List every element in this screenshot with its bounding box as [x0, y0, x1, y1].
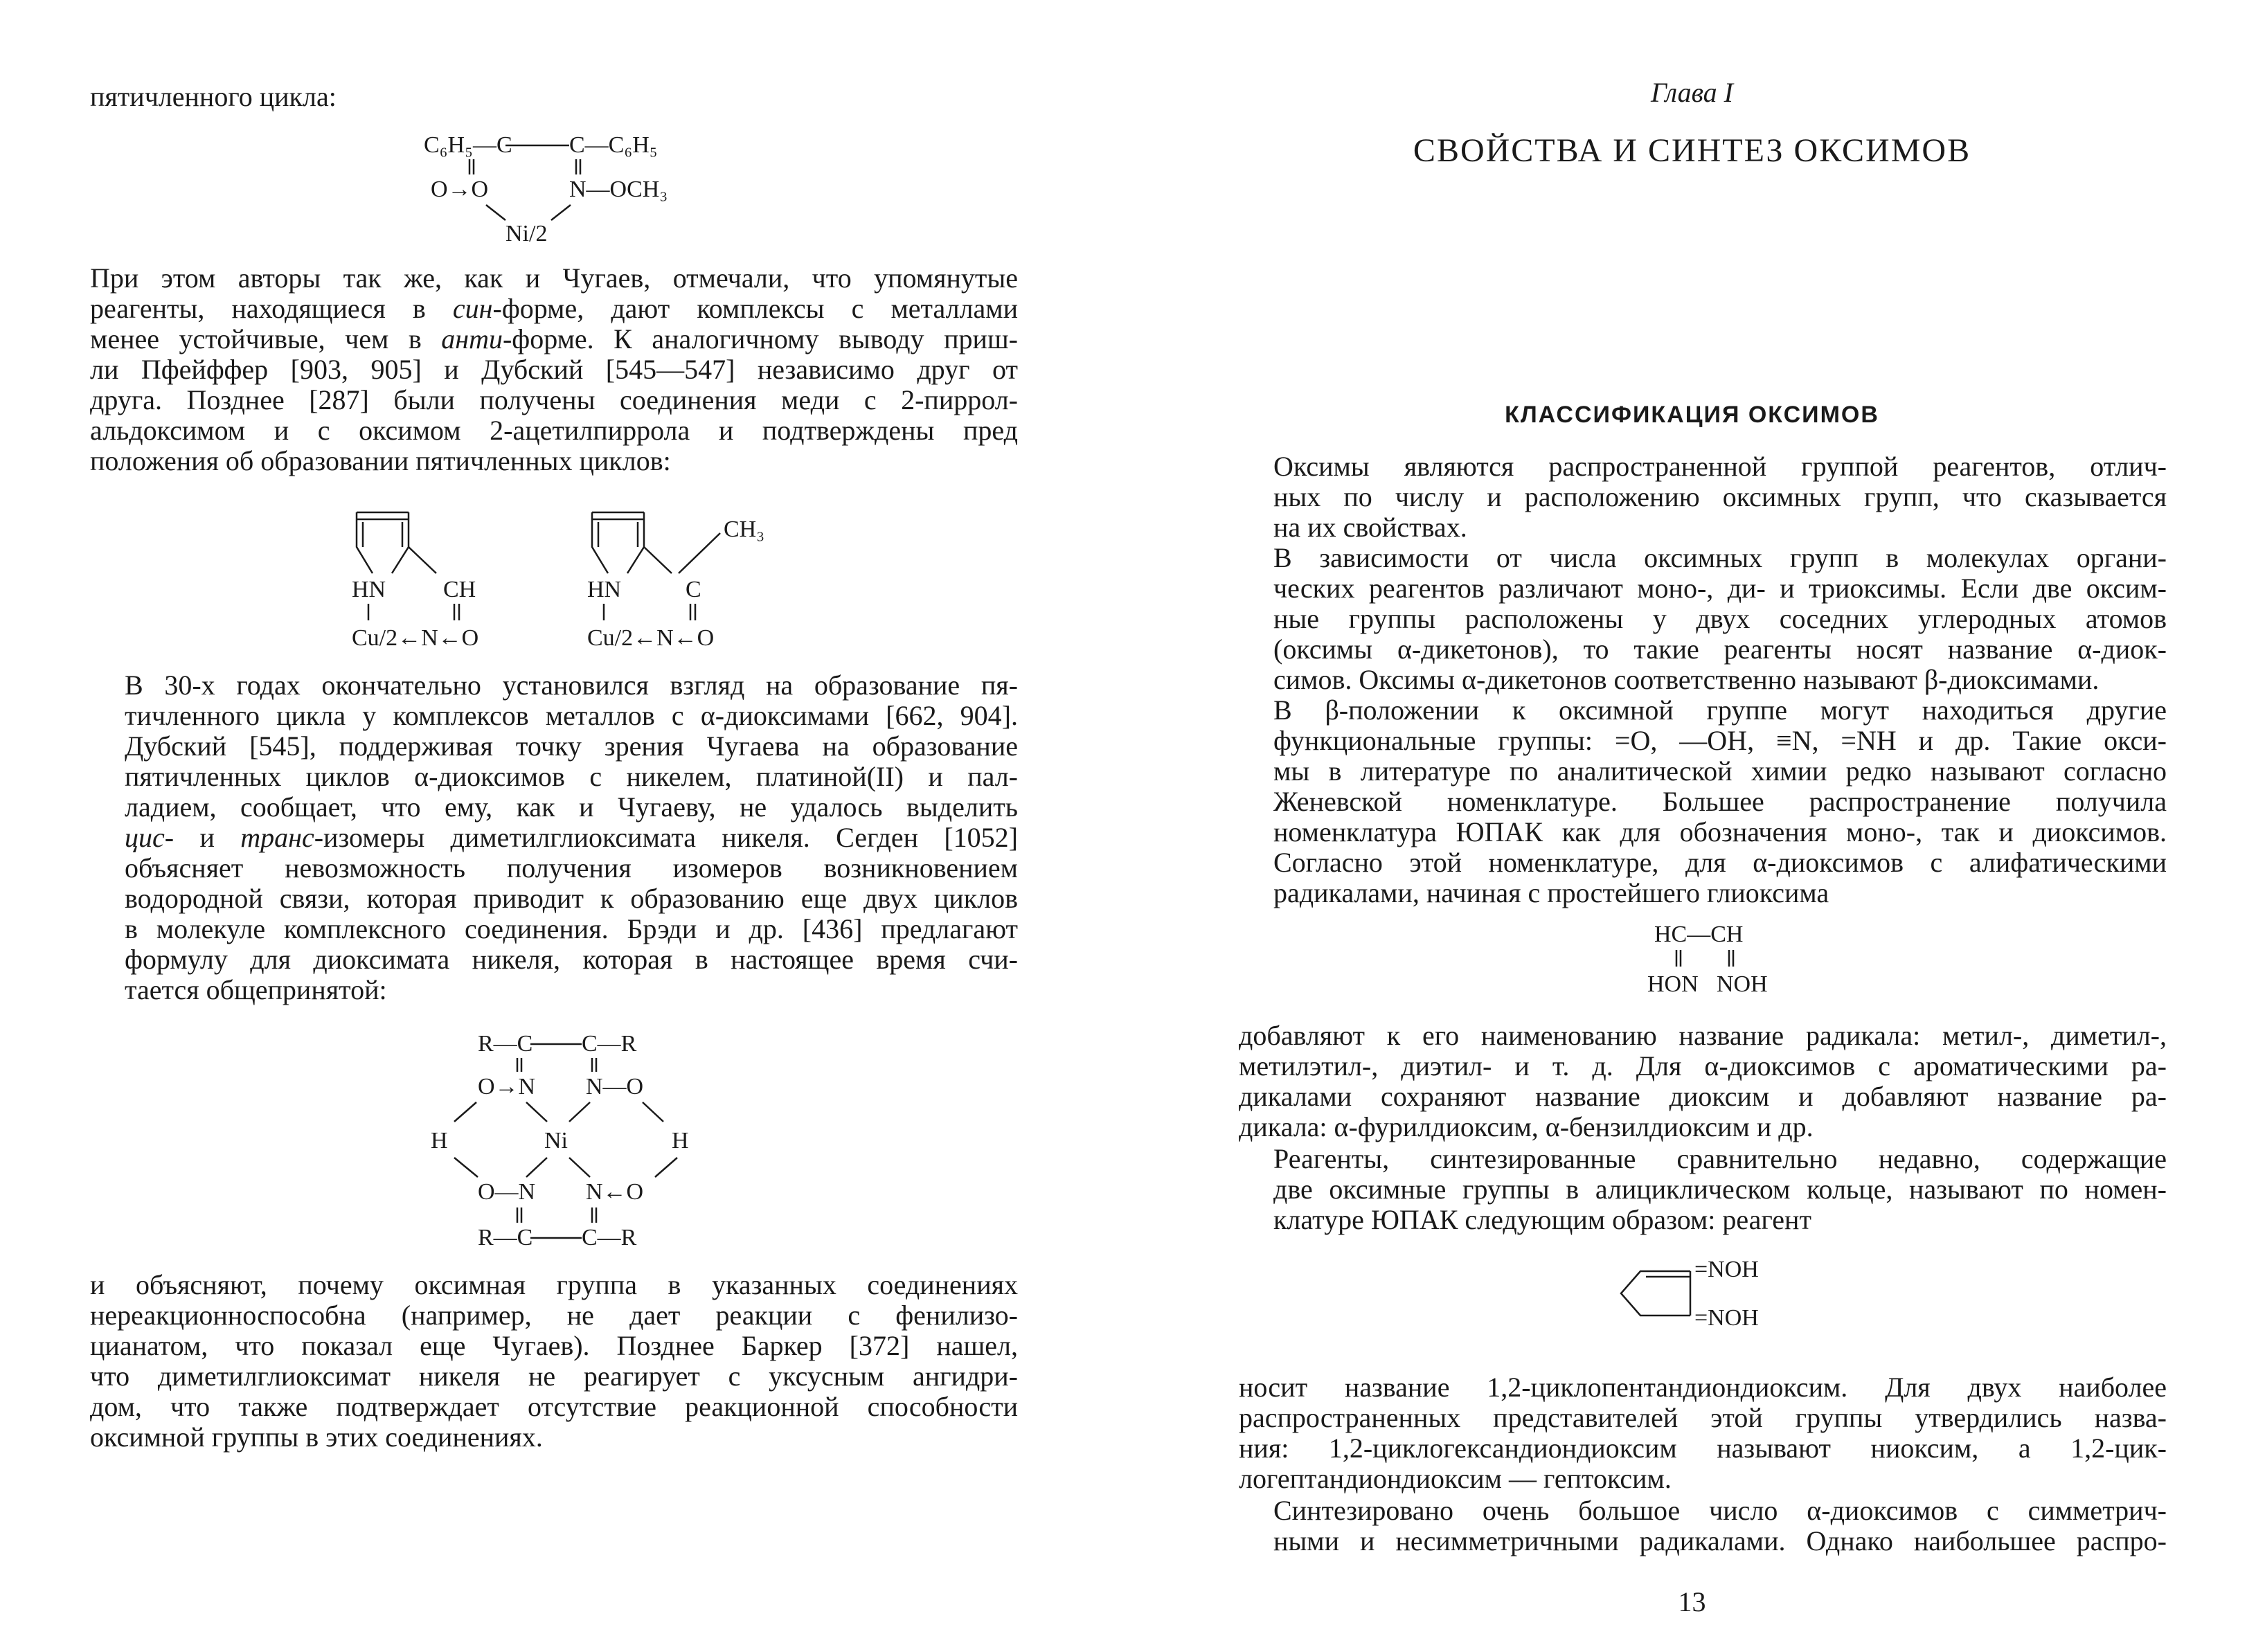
text-line: тичленного цикла у комплексов металлов с α-диоксимами [662, 904]. — [125, 700, 1018, 731]
text-line: функциональные группы: =O, —OH, ≡N, =NH и др. Такие окси- — [1273, 725, 2167, 756]
formula-text: O→N — [478, 1074, 536, 1099]
left-paragraph-0 — [90, 82, 1018, 112]
formula-bond — [454, 1158, 478, 1177]
text-line — [90, 324, 1018, 354]
formula-bond — [454, 1102, 476, 1122]
text-line: оксимной группы в этих соединениях. — [90, 1421, 543, 1453]
formula-five-membered-ring — [415, 125, 720, 256]
formula-text: N—OCH₃ — [569, 177, 668, 202]
text-line: в молекуле комплексного соединения. Брэди и др. [436] предлагают — [125, 913, 1018, 944]
text-line: ные группы расположены у двух соседних углеродных атомов — [1273, 603, 2167, 634]
formula-bond — [569, 1102, 590, 1122]
text-line: носит название 1,2-циклопентандиондиоксим. Для двух наиболее — [1239, 1372, 2167, 1403]
right-paragraph-5 — [1239, 1144, 2167, 1235]
text-line: Реагенты, синтезированные сравнительно недавно, содержащие — [1273, 1143, 2167, 1174]
text-line: логептандиондиоксим — гептоксим. — [1239, 1463, 1672, 1494]
left-paragraph-1 — [90, 263, 1018, 476]
text-line: ния: 1,2-циклогександиондиоксим называют ниоксим, а 1,2-цик- — [1239, 1433, 2167, 1464]
text-line: мы в литературе по аналитической химии редко называют согласно — [1273, 755, 2167, 787]
text-line: ладием, сообщает, что ему, как и Чугаеву, не удалось выделить — [125, 791, 1018, 823]
formula-text: H — [672, 1128, 689, 1153]
formula-text: O→O — [431, 177, 489, 202]
formula-text: =NOH — [1694, 1257, 1759, 1282]
text-line: ческих реагентов различают моно-, ди- и триоксимы. Если две оксим- — [1273, 573, 2167, 604]
text-line: положения об образовании пятичленных циклов: — [90, 445, 671, 476]
text-line: на их свойствах. — [1273, 512, 1467, 543]
formula-glyoxime — [1640, 914, 1807, 1011]
formula-text: H — [431, 1128, 448, 1153]
formula-text: CH₃ — [724, 517, 765, 542]
chapter-label: Глава I — [1651, 77, 1733, 108]
left-paragraph-3 — [90, 1270, 1018, 1453]
formula-text: HN — [587, 577, 622, 602]
formula-bond — [655, 1158, 677, 1177]
text-run: -изомеры диметилглиоксимата никеля. Сегден [1052] — [314, 822, 1018, 853]
text-line: ных по числу и расположению оксимных групп, что сказывается — [1273, 481, 2167, 512]
text-line: Оксимы являются распространенной группой реагентов, отлич- — [1273, 451, 2167, 482]
formula-text: =NOH — [1694, 1305, 1759, 1331]
text-run: транс — [240, 822, 314, 853]
right-paragraph-1 — [1239, 451, 2167, 543]
text-line — [90, 294, 1018, 324]
formula-text: C — [686, 577, 701, 602]
formula-bond — [486, 205, 505, 220]
text-run: реагенты, находящиеся в — [90, 293, 453, 324]
text-run: анти — [441, 323, 503, 354]
formula-text: HC—CH — [1654, 922, 1744, 947]
text-line: (оксимы α-дикетонов), то такие реагенты носят название α-диок- — [1273, 634, 2167, 665]
formula-text: C—R — [582, 1031, 637, 1057]
formula-bond — [551, 205, 571, 220]
text-line: распространенных представителей этой группы утвердились назва- — [1239, 1402, 2167, 1433]
left-paragraph-2 — [90, 670, 1018, 1005]
text-line: формулу для диоксимата никеля, которая в настоящее время счи- — [125, 944, 1018, 975]
formula-text: CH — [443, 577, 476, 602]
formula-text: O—N — [478, 1179, 536, 1205]
text-line: дом, что также подтверждает отсутствие реакционной способности — [90, 1391, 1018, 1422]
formula-text: R—C — [478, 1225, 533, 1250]
chapter-title: СВОЙСТВА И СИНТЕЗ ОКСИМОВ — [1413, 132, 1971, 169]
text-line: Согласно этой номенклатуре, для α-диоксимов с алифатическими — [1273, 847, 2167, 878]
text-run: -форме. К аналогичному выводу приш- — [502, 323, 1018, 354]
right-page — [1128, 0, 2256, 1652]
formula-nickel-dioxime — [409, 1025, 727, 1260]
text-run: - и — [164, 822, 241, 853]
formula-text: HON — [1647, 971, 1699, 997]
text-run: -форме, дают комплексы с металлами — [492, 293, 1018, 324]
section-title: КЛАССИФИКАЦИЯ ОКСИМОВ — [1505, 402, 1879, 428]
text-run: син — [452, 293, 493, 324]
text-run: цис — [125, 822, 165, 853]
text-line: что диметилглиоксимат никеля не реагирует с уксусным ангидри- — [90, 1361, 1018, 1392]
formula-bond — [569, 1158, 590, 1177]
text-run: менее устойчивые, чем в — [90, 323, 442, 354]
text-line: пятичленного цикла: — [90, 81, 337, 112]
text-line: альдоксимом и с оксимом 2-ацетилпиррола и подтверждены пред — [90, 415, 1018, 446]
formula-bond — [592, 512, 608, 573]
text-line: В 30-х годах окончательно установился взгляд на образование пя- — [125, 670, 1018, 701]
text-line: друга. Позднее [287] были получены соединения меди с 2-пиррол- — [90, 384, 1018, 415]
text-line: номенклатура ЮПАК как для обозначения моно-, так и диоксимов. — [1273, 816, 2167, 847]
formula-bond — [679, 533, 720, 573]
text-line: тается общепринятой: — [125, 974, 387, 1005]
text-line: две оксимные группы в алициклическом кольце, называют по номен- — [1273, 1174, 2167, 1205]
formula-bond — [644, 547, 672, 573]
text-line: В зависимости от числа оксимных групп в молекулах органи- — [1273, 542, 2167, 573]
text-line: ными и несимметричными радикалами. Однако наибольшее распро- — [1273, 1525, 2167, 1556]
formula-bond — [526, 1102, 547, 1122]
formula-text: NOH — [1717, 971, 1768, 997]
formula-text: HN — [352, 577, 386, 602]
text-line: метилэтил-, диэтил- и т. д. Для α-диоксимов с ароматическими ра- — [1239, 1050, 2167, 1081]
formula-text: C—R — [582, 1225, 637, 1250]
text-line: При этом авторы так же, как и Чугаев, отмечали, что упомянутые — [90, 262, 1018, 294]
formula-text: N←O — [586, 1179, 644, 1205]
formula-text: N—O — [586, 1074, 644, 1099]
formula-bond — [392, 512, 409, 573]
text-line: цианатом, что показал еще Чугаев). Позднее Баркер [372] нашел, — [90, 1330, 1018, 1361]
text-line: дикала: α-фурилдиоксим, α-бензилдиоксим и др. — [1239, 1111, 1814, 1142]
text-line: объясняет невозможность получения изомеров возникновением — [125, 852, 1018, 883]
text-line: В β-положении к оксимной группе могут находиться другие — [1273, 694, 2167, 726]
text-line: нереакционноспособна (например, не дает реакции с фенилизо- — [90, 1300, 1018, 1331]
text-line: симов. Оксимы α-дикетонов соответственно называют β-диоксимами. — [1273, 664, 2100, 695]
formula-text: C—C₆H₅ — [569, 132, 658, 158]
formula-text: Cu/2←N←O — [587, 625, 715, 651]
text-line: водородной связи, которая приводит к образованию еще двух циклов — [125, 883, 1018, 914]
text-line: пятичленных циклов α-диоксимов с никелем, платиной(II) и пал- — [125, 761, 1018, 792]
text-line: Синтезировано очень большое число α-диоксимов с симметрич- — [1273, 1495, 2167, 1526]
text-line — [90, 823, 1018, 853]
right-paragraph-6 — [1239, 1372, 2167, 1494]
text-line: Женевской номенклатуре. Большее распространение получила — [1273, 786, 2167, 817]
right-paragraph-7 — [1239, 1496, 2167, 1556]
text-line: дикалами сохраняют название диоксим и добавляют название ра- — [1239, 1081, 2167, 1112]
text-line: добавляют к его наименованию название радикала: метил-, диметил-, — [1239, 1020, 2167, 1051]
text-line: Дубский [545], поддерживая точку зрения Чугаева на образование — [125, 730, 1018, 762]
formula-bond — [1621, 1271, 1690, 1316]
formula-text: Ni — [544, 1128, 568, 1153]
text-line: и объясняют, почему оксимная группа в указанных соединениях — [90, 1269, 1018, 1300]
right-paragraph-4 — [1239, 1021, 2167, 1142]
right-paragraph-2 — [1239, 543, 2167, 695]
formula-text: C₆H₅—C — [424, 132, 512, 158]
text-line: радикалами, начиная с простейшего глиоксима — [1273, 877, 1829, 908]
formula-bond — [526, 1158, 547, 1177]
formula-pyrrole-copper — [319, 492, 803, 672]
page-number: 13 — [1678, 1586, 1706, 1617]
formula-text: R—C — [478, 1031, 533, 1057]
text-line: ли Пфейффер [903, 905] и Дубский [545—547] независимо друг от — [90, 354, 1018, 385]
right-paragraph-3 — [1239, 695, 2167, 908]
text-line: клатуре ЮПАК следующим образом: реагент — [1273, 1204, 1811, 1235]
formula-bond — [643, 1102, 663, 1122]
formula-text: Cu/2←N←O — [352, 625, 479, 651]
formula-bond — [627, 512, 644, 573]
formula-bond — [409, 547, 436, 573]
formula-bond — [357, 512, 373, 573]
formula-text: Ni/2 — [505, 221, 548, 246]
formula-cyclopentanedione-dioxime — [1613, 1246, 1820, 1350]
